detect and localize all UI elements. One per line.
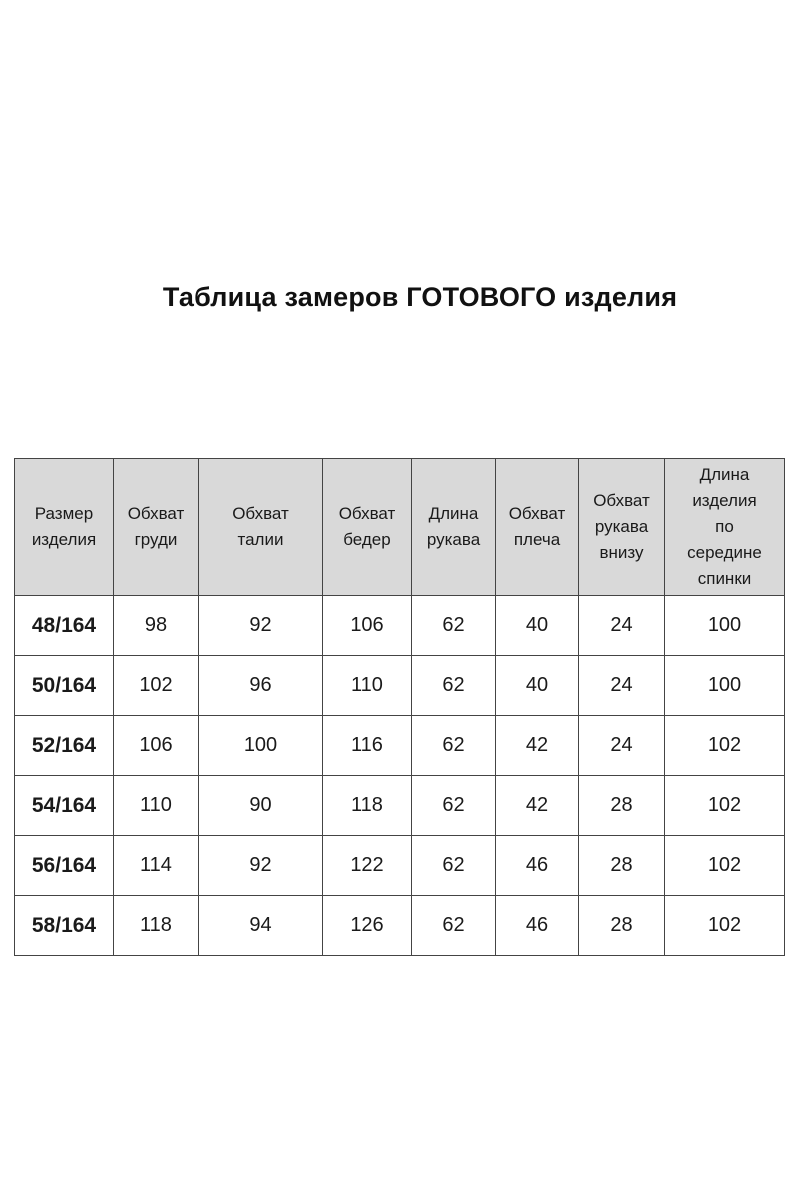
table-row [15,836,785,896]
table-cell: 100 [665,656,785,716]
table-cell: 24 [579,716,665,776]
size-cell: 56/164 [15,836,114,896]
table-cell: 62 [412,716,496,776]
table-cell: 94 [199,896,323,956]
table-cell: 92 [199,836,323,896]
table-cell: 28 [579,896,665,956]
table-cell: 96 [199,656,323,716]
size-cell: 50/164 [15,656,114,716]
table-cell: 92 [199,596,323,656]
header-hips: Обхват бедер [323,459,412,596]
table-cell: 106 [114,716,199,776]
table-row [15,656,785,716]
table-cell: 62 [412,836,496,896]
table-cell: 116 [323,716,412,776]
size-cell: 58/164 [15,896,114,956]
table-cell: 118 [323,776,412,836]
table-cell: 106 [323,596,412,656]
table-cell: 62 [412,776,496,836]
table-cell: 122 [323,836,412,896]
table-cell: 110 [114,776,199,836]
size-cell: 54/164 [15,776,114,836]
header-sleeve-length: Длина рукава [412,459,496,596]
table-cell: 62 [412,596,496,656]
table-cell: 100 [665,596,785,656]
table-cell: 102 [665,776,785,836]
page-title: Таблица замеров ГОТОВОГО изделия [162,282,678,312]
table-cell: 100 [199,716,323,776]
size-cell: 52/164 [15,716,114,776]
table-cell: 40 [496,656,579,716]
header-waist: Обхват талии [199,459,323,596]
table-row [15,896,785,956]
table-cell: 24 [579,656,665,716]
table-cell: 28 [579,836,665,896]
table-header-row [15,459,785,596]
size-cell: 48/164 [15,596,114,656]
table-cell: 98 [114,596,199,656]
table-cell: 102 [665,836,785,896]
table-cell: 102 [665,716,785,776]
header-back-length: Длина изделия по середине спинки [665,459,785,596]
header-sleeve-bottom: Обхват рукава внизу [579,459,665,596]
table-cell: 62 [412,656,496,716]
table-row [15,716,785,776]
size-table [14,458,785,956]
table-row [15,776,785,836]
table-cell: 40 [496,596,579,656]
table-cell: 126 [323,896,412,956]
table-cell: 46 [496,896,579,956]
table-cell: 102 [665,896,785,956]
header-size: Размер изделия [15,459,114,596]
table-cell: 46 [496,836,579,896]
table-cell: 42 [496,776,579,836]
table-cell: 42 [496,716,579,776]
table-cell: 102 [114,656,199,716]
table-cell: 62 [412,896,496,956]
table-cell: 24 [579,596,665,656]
header-chest: Обхват груди [114,459,199,596]
table-cell: 28 [579,776,665,836]
table-cell: 114 [114,836,199,896]
table-cell: 118 [114,896,199,956]
table-cell: 110 [323,656,412,716]
table-row [15,596,785,656]
table-cell: 90 [199,776,323,836]
header-shoulder: Обхват плеча [496,459,579,596]
